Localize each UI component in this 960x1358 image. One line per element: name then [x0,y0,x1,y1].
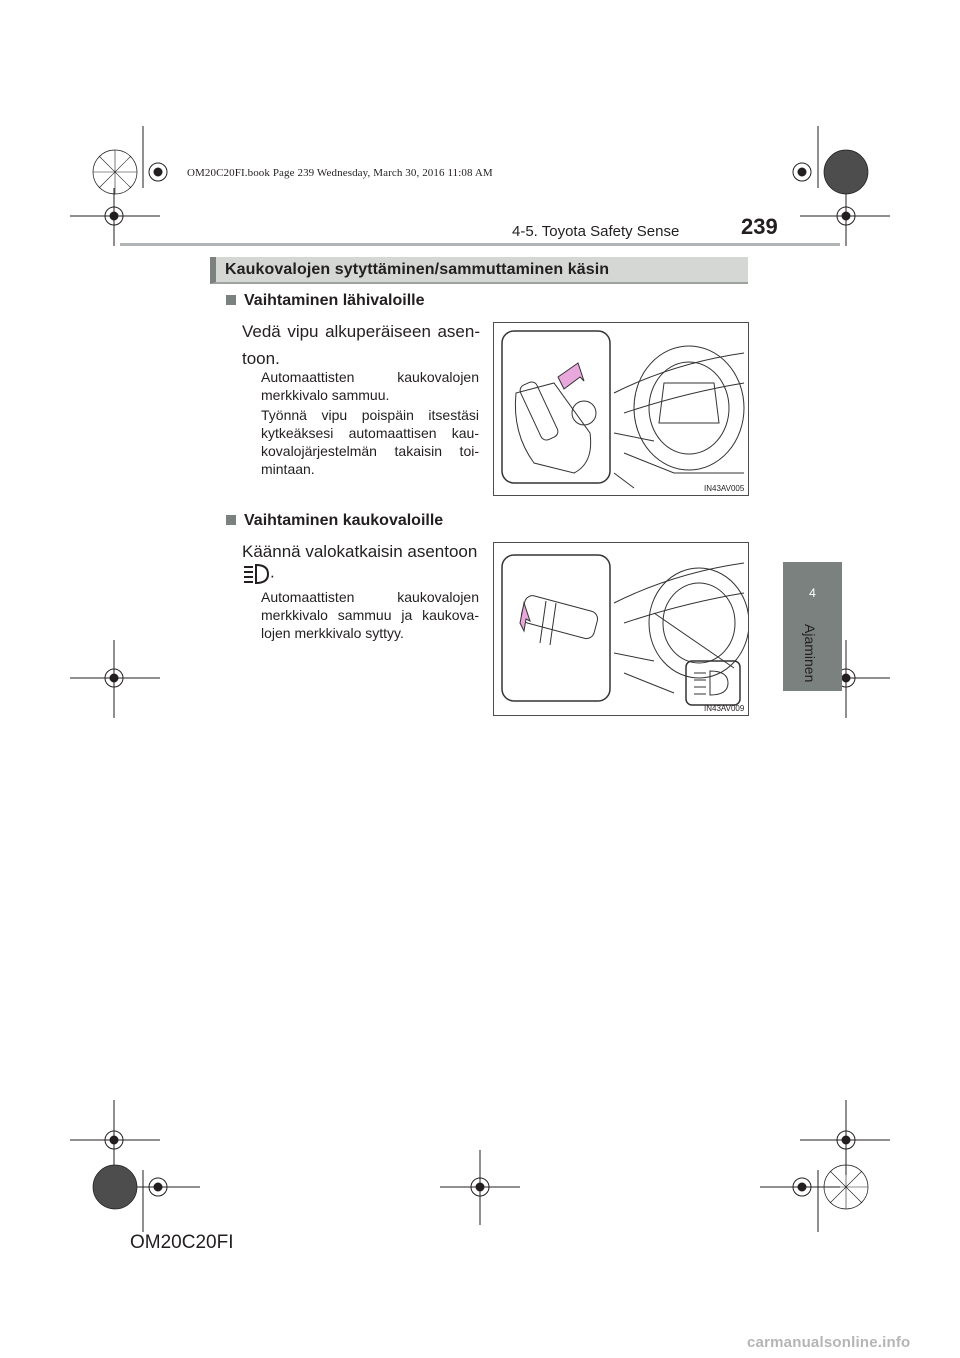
subsection-heading-low-beam: Vaihtaminen lähivaloille [226,292,425,310]
high-beam-icon [242,562,270,584]
instruction-high-beam-symbol [242,562,275,584]
square-bullet-icon [226,515,236,525]
section-title: 4-5. Toyota Safety Sense [512,223,680,240]
page-number: 239 [741,214,778,239]
book-info-line: OM20C20FI.book Page 239 Wednesday, March 30, 2016 11:08 AM [187,167,493,179]
banner-title: Kaukovalojen sytyttäminen/sammuttaminen käsin [225,261,610,278]
subsection-heading-high-beam: Vaihtaminen kaukovaloille [226,512,443,530]
header-rule [120,243,840,246]
section-banner [210,257,748,284]
instruction-suffix: . [270,562,275,582]
instruction-low-beam: Vedä vipu alkuperäiseen asen-toon. [242,322,480,368]
figure-low-beam [493,322,749,496]
chapter-title: Ajaminen [802,624,818,683]
watermark: carmanualsonline.info [747,1334,911,1351]
figure-high-beam [493,542,749,716]
document-code: OM20C20FI [130,1232,234,1253]
figure-code-low-beam: IN43AV005 [704,484,745,493]
note-low-beam-2: Työnnä vipu poispäin itsestäsi kytkeäksesi automaattisen kau-kovalojärjestelmän takaisin toi-mintaan. [261,407,479,477]
note-low-beam-1: Automaattisten kaukovalojen merkkivalo sammuu. [261,369,479,403]
chapter-title-tab [796,620,824,700]
instruction-high-beam: Käännä valokatkaisin asentoon [242,542,478,561]
chapter-number: 4 [809,586,816,600]
square-bullet-icon [226,295,236,305]
high-beam-switch-illustration-icon [494,543,749,716]
figure-code-high-beam: IN43AV009 [704,704,745,713]
note-high-beam-1: Automaattisten kaukovalojen merkkivalo sammuu ja kaukova-lojen merkkivalo syttyy. [261,589,479,641]
lever-pull-illustration-icon [494,323,749,496]
